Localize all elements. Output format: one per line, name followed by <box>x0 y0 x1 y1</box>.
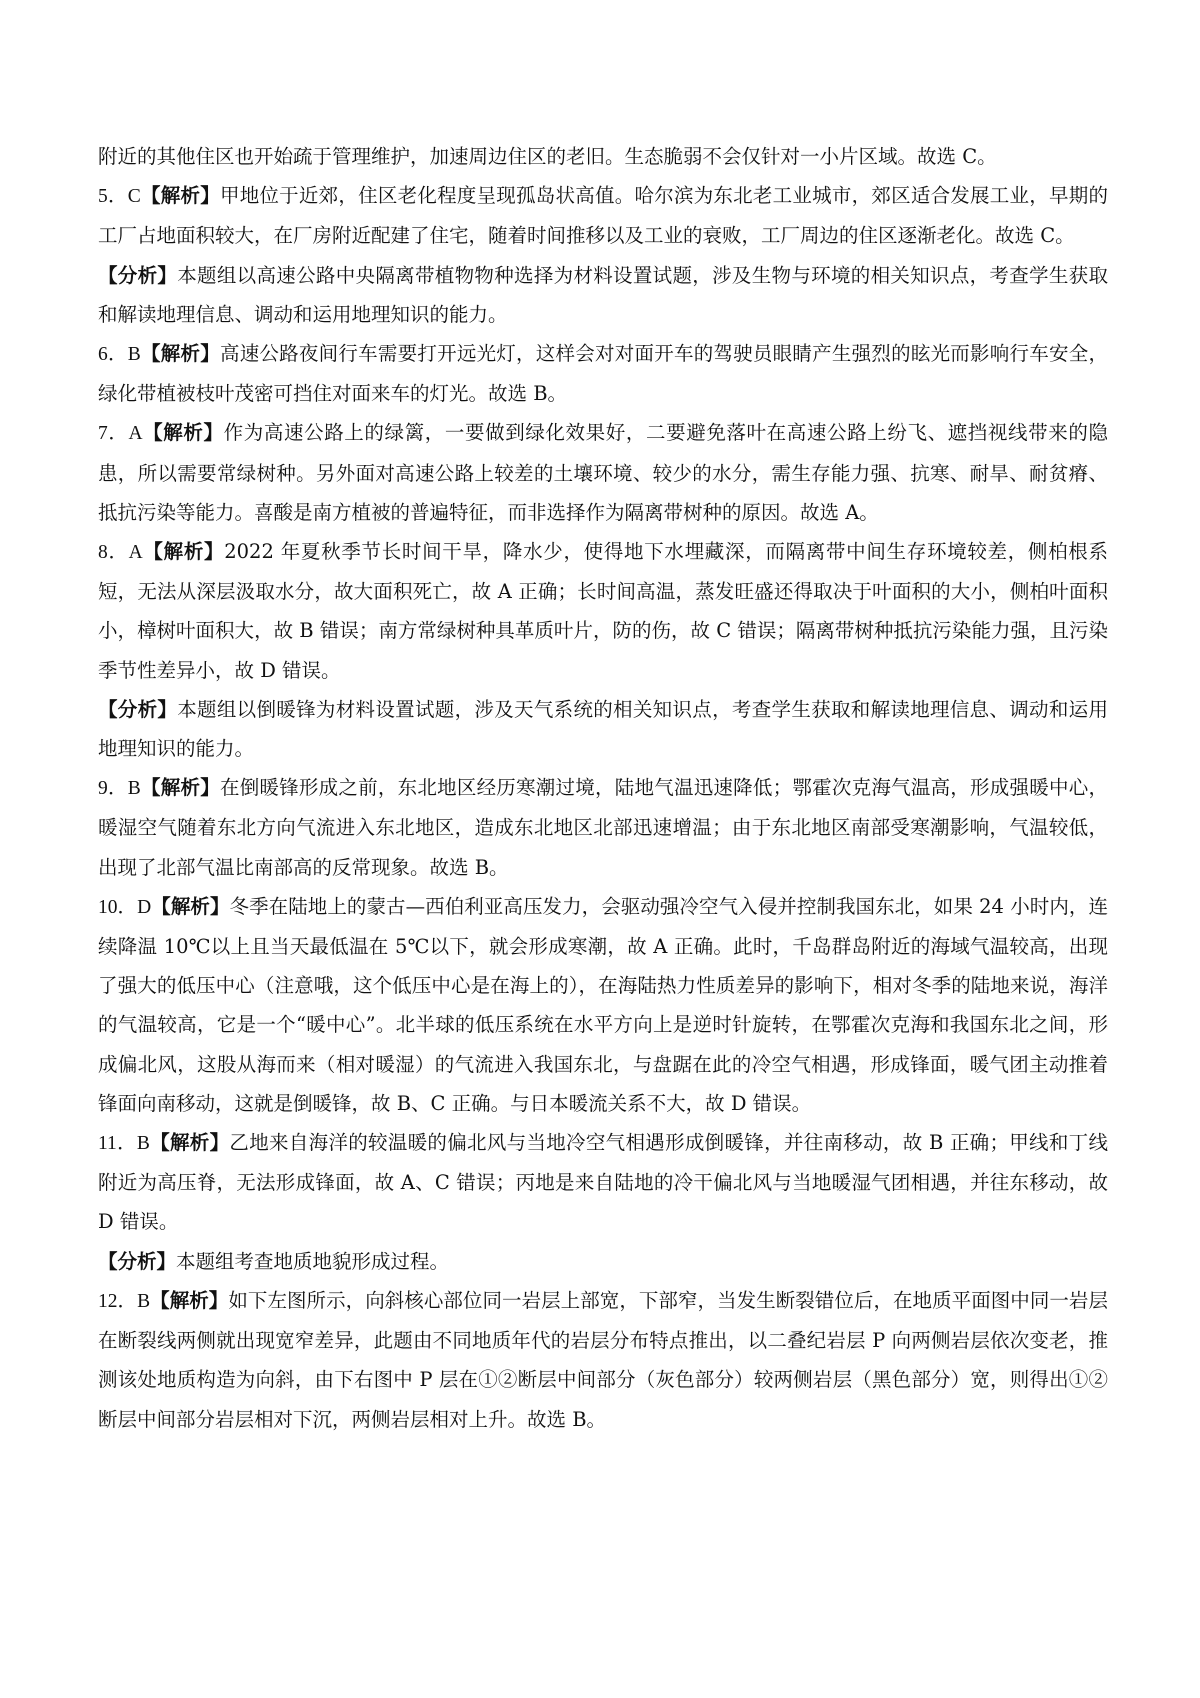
analysis-tag: 【解析】 <box>140 776 220 800</box>
answer-5 <box>98 176 1108 255</box>
paragraph-text: 甲地位于近郊，住区老化程度呈现孤岛状高值。哈尔滨为东北老工业城市，郊区适合发展工业，早期的工厂占地面积较大，在厂房附近配建了住宅，随着时间推移以及工业的衰败，工厂周边的住区逐渐老化。故选 C。 <box>98 184 1108 248</box>
answer-12 <box>98 1281 1108 1439</box>
question-number: 7．A <box>98 423 143 445</box>
answer-9 <box>98 768 1108 887</box>
analysis-tag: 【解析】 <box>150 1288 229 1312</box>
paragraph-text: 冬季在陆地上的蒙古—西伯利亚高压发力，会驱动强冷空气入侵并控制我国东北，如果 24 小时内，连续降温 10℃以上且当天最低温在 5℃以下，就会形成寒潮，故 A 正确。此时，千岛群岛附近的海域气温较高，出现了强大的低压中心（注意哦，这个低压中心是在海上的），在海陆热力性质差异的影响下，相对冬季的陆地来说，海洋的气温较高，它是一个“暖中心”。北半球的低压系统在水平方向上是逆时针旋转，在鄂霍次克海和我国东北之间，形成偏北风，这股从海而来（相对暖湿）的气流进入我国东北，与盘踞在此的冷空气相遇，形成锋面，暖气团主动推着锋面向南移动，这就是倒暖锋，故 B、C 正确。与日本暖流关系不大，故 D 错误。 <box>98 894 1108 1115</box>
paragraph-cont-4 <box>98 137 1108 176</box>
analysis-tag: 【分析】 <box>98 263 178 287</box>
answer-8 <box>98 532 1108 690</box>
answer-analysis-page <box>98 137 1108 1439</box>
analysis-tag: 【解析】 <box>151 894 230 918</box>
paragraph-text: 本题组以高速公路中央隔离带植物物种选择为材料设置试题，涉及生物与环境的相关知识点，考查学生获取和解读地理信息、调动和运用地理知识的能力。 <box>98 263 1108 326</box>
paragraph-text: 本题组考查地质地貌形成过程。 <box>176 1249 450 1273</box>
paragraph-text: 2022 年夏秋季节长时间干旱，降水少，使得地下水埋藏深，而隔离带中间生存环境较差，侧柏根系短，无法从深层汲取水分，故大面积死亡，故 A 正确；长时间高温，蒸发旺盛还得取决于叶面积的大小，侧柏叶面积小，樟树叶面积大，故 B 错误；南方常绿树种具革质叶片，防的伤，故 C 错误；隔离带树种抵抗污染能力强，且污染季节性差异小，故 D 错误。 <box>98 540 1108 682</box>
paragraph-text: 附近的其他住区也开始疏于管理维护，加速周边住区的老旧。生态脆弱不会仅针对一小片区域。故选 C。 <box>98 145 997 168</box>
paragraph-text: 高速公路夜间行车需要打开远光灯，这样会对对面开车的驾驶员眼睛产生强烈的眩光而影响行车安全，绿化带植被枝叶茂密可挡住对面来车的灯光。故选 B。 <box>98 342 1108 406</box>
question-number: 5．C <box>98 186 141 208</box>
analysis-tag: 【解析】 <box>140 184 220 208</box>
answer-10 <box>98 887 1108 1123</box>
analysis-tag: 【解析】 <box>142 540 225 564</box>
answer-11 <box>98 1123 1108 1242</box>
answer-7 <box>98 413 1108 532</box>
paragraph-text: 作为高速公路上的绿篱，一要做到绿化效果好，二要避免落叶在高速公路上纷飞、遮挡视线带来的隐患，所以需要常绿树种。另外面对高速公路上较差的土壤环境、较少的水分，需生存能力强、抗寒、耐旱、耐贫瘠、抵抗污染等能力。喜酸是南方植被的普遍特征，而非选择作为隔离带树种的原因。故选 A。 <box>98 421 1108 524</box>
question-number: 11．B <box>98 1133 150 1155</box>
answer-6 <box>98 334 1108 413</box>
question-number: 12．B <box>98 1290 151 1312</box>
analysis-tag: 【解析】 <box>142 421 224 445</box>
analysis-tag: 【分析】 <box>98 697 178 721</box>
analysis-group-12 <box>98 1242 1108 1281</box>
analysis-group-9-11 <box>98 690 1108 768</box>
analysis-tag: 【分析】 <box>98 1249 177 1273</box>
analysis-tag: 【解析】 <box>149 1131 230 1155</box>
question-number: 10．D <box>98 896 152 918</box>
analysis-group-6-8 <box>98 256 1108 334</box>
paragraph-text: 如下左图所示，向斜核心部位同一岩层上部宽，下部窄，当发生断裂错位后，在地质平面图中同一岩层在断裂线两侧就出现宽窄差异，此题由不同地质年代的岩层分布特点推出，以二叠纪岩层 P 向两侧岩层依次变老，推测该处地质构造为向斜，由下右图中 P 层在①②断层中间部分（灰色部分）较两侧岩层（黑色部分）宽，则得出①②断层中间部分岩层相对下沉，两侧岩层相对上升。故选 B。 <box>98 1288 1108 1431</box>
question-number: 6．B <box>98 344 141 366</box>
question-number: 9．B <box>98 778 141 800</box>
question-number: 8．A <box>98 542 143 564</box>
analysis-tag: 【解析】 <box>140 342 220 366</box>
paragraph-text: 在倒暖锋形成之前，东北地区经历寒潮过境，陆地气温迅速降低；鄂霍次克海气温高，形成强暖中心，暖湿空气随着东北方向气流进入东北地区，造成东北地区北部迅速增温；由于东北地区南部受寒潮影响，气温较低，出现了北部气温比南部高的反常现象。故选 B。 <box>98 776 1108 879</box>
paragraph-text: 乙地来自海洋的较温暖的偏北风与当地冷空气相遇形成倒暖锋，并往南移动，故 B 正确；甲线和丁线附近为高压脊，无法形成锋面，故 A、C 错误；丙地是来自陆地的冷干偏北风与当地暖湿气团相遇，并往东移动，故 D 错误。 <box>98 1131 1108 1234</box>
paragraph-text: 本题组以倒暖锋为材料设置试题，涉及天气系统的相关知识点，考查学生获取和解读地理信息、调动和运用地理知识的能力。 <box>98 697 1108 761</box>
